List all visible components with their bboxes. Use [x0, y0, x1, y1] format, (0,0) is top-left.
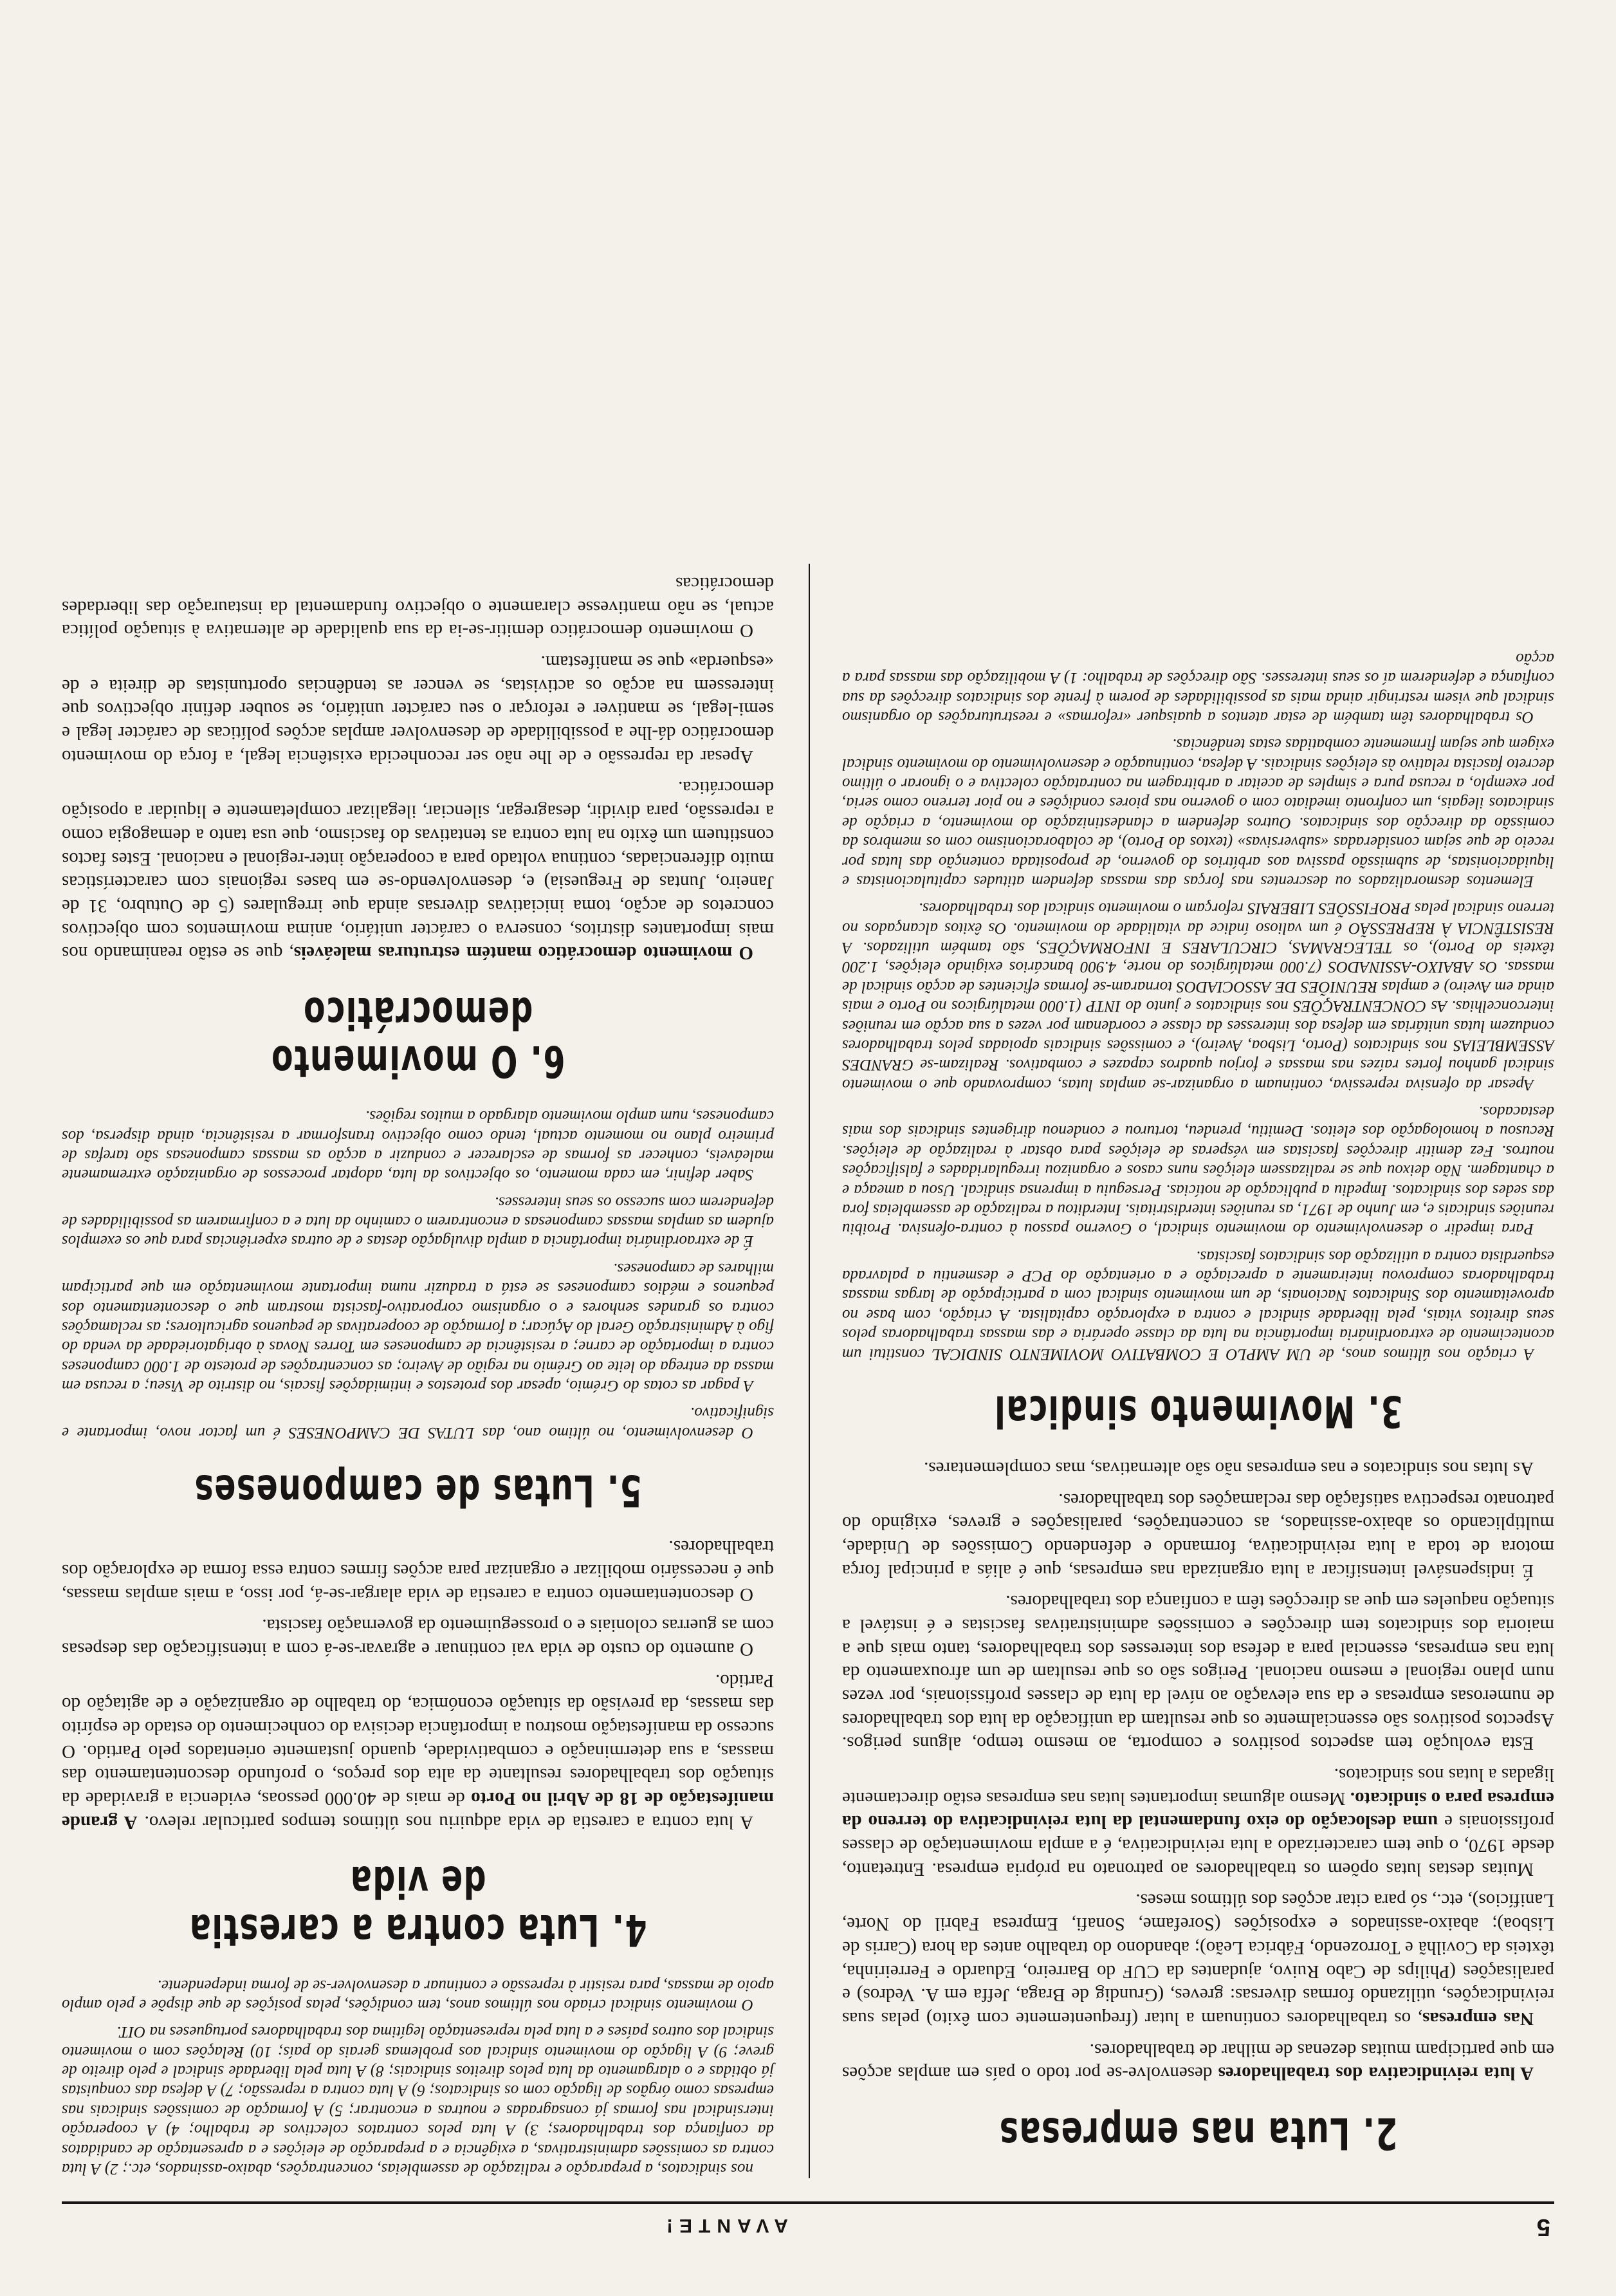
paragraph: Saber definir, em cada momento, os objectivos da luta, adoptar processos de organização extremamente maleáveis, conhecer as formas de esclarecer e conduzir a acção as massas camponesas são tarefas de primeiro plano no momento actual, tendo como objectivo transformar a resistência, ainda dispersa, dos camponeses, num amplo movimento alargado a muitos regiões.: [62, 1107, 774, 1184]
page-number: 5: [1536, 2214, 1550, 2241]
paragraph: Esta evolução tem aspectos positivos e comporta, ao mesmo tempo, alguns perigos. Aspectos positivos são essencialmente os que resultam da unificação da luta dos trabalhadores de numerosas empresas e da sua elevação ao nível da luta de classes profissionais, por vezes num plano regional e mesmo nacional. Perigos são os que resultam de um afrouxamento da luta nas empresas, essencial para a defesa dos interesses dos trabalhadores, tanto mais que a maioria dos sindicatos tem direcções e comissões administrativas fascistas e é instável a situação naqueles em que as direcções têm a confiança dos trabalhadores.: [842, 1591, 1554, 1754]
column-left: [809, 564, 1554, 2178]
section-luta-nas-empresas: [842, 1456, 1554, 2156]
paragraph: Apesar da ofensiva repressiva, continuam a organizar-se amplas lutas, comprovando que o movimento sindical ganhou fortes raízes nas massas e forjou quadros capazes e combativos. Realizam-se GRANDES ASSEMBLEIAS nos sindicatos (Porto, Lisboa, Aveiro), e comissões sindicais apoiadas pelos trabalhadores conduzem lutas unitárias em defesa dos interesses da classe e coordenam por vezes a sua acção em reuniões interconcelhias. As CONCENTRAÇÕES nos sindicatos e junto do INTP (1.000 metalúrgicos no Porto e mais ainda em Aveiro) e amplas REUNIÕES DE ASSOCIADOS tornaram-se formas eficientes de acção sindical de massas. Os ABAIXO-ASSINADOS (7.000 metalúrgicos do norte, 4.900 bancários exigindo eleições, 1.200 têxteis do Porto), os TELEGRAMAS, CIRCULARES E INFORMAÇÕES, são também utilizados. A RESISTÊNCIA À REPRESSÃO é um valioso índice da vitalidade do movimento. Os êxitos alcançados no terreno sindical pelas PROFISSÕES LIBERAIS reforçam o movimento sindical dos trabalhadores.: [842, 900, 1554, 1093]
paragraph: nos sindicatos, a preparação e realização de assembleias, concentrações, abaixo-assinados, etc.; 2) A luta contra as comissões administrativas, a exigência e a preparação de eleições e a apresentação de candidatos da confiança dos trabalhadores; 3) A luta pelos contratos colectivos de trabalho; 4) A cooperação intersindical nas formas já consagradas e noutras a encontrar; 5) A formação de comissões sindicais nas empresas como órgãos de ligação com os sindicatos; 6) A luta contra a repressão; 7) A defesa das conquistas já obtidas e o alargamento da luta pelos direitos sindicais; 8) A luta pela liberdade sindical e pelo direito de greve; 9) A ligação do movimento sindical aos problemas gerais do país; 10) Relações com o movimento sindical dos outros países e a luta pela representação legítima dos trabalhadores portugueses na OIT.: [62, 2023, 774, 2178]
section-lutas-de-camponeses: [62, 1106, 774, 1514]
paragraph: Apesar da repressão e de lhe não ser reconhecida existência legal, a força do movimento democrático dá-lhe a possibilidade de desenvolver amplas acções políticas de carácter legal e semi-legal, se mantiver e reforçar o seu carácter unitário, se souber definir objectivos que interessem na acção os activistas, se vencer as tendências oportunistas de direita e de «esquerda» que se manifestam.: [62, 652, 774, 767]
paragraph: O movimento democrático mantém estruturas maleáveis, que se estão reanimando nos mais importantes distritos, conserva o carácter unitário, anima movimentos com objectivos concretos de acção, toma iniciativas diversas ainda que irregulares (5 de Outubro, 31 de Janeiro, Juntas de Freguesia) e, desenvolvendo-se em bases regionais com características muito diferenciadas, continua voltado para a cooperação inter-regional e nacional. Estes factos constituem um êxito na luta contra as tentativas do fascismo, que usa tanto a demagogia como a repressão, para dividir, desagregar, silenciar, ilegalizar completamente e liquidar a oposição democrática.: [62, 777, 774, 964]
paragraph: O descontentamento contra a carestia de vida alargar-se-á, por isso, a mais amplas massas, que é necessário mobilizar e organizar para acções firmes contra essa forma de exploração dos trabalhadores.: [62, 1537, 774, 1605]
paragraph: O desenvolvimento, no último ano, das LUTAS DE CAMPONESES é um factor novo, importante e significativo.: [62, 1404, 774, 1441]
section-title: 6. O movimento democrático: [270, 987, 565, 1086]
paragraph: É indispensável intensificar a luta organizada nas empresas, que é aliás a principal força motora de toda a luta reivindicativa, formando e defendendo Comissões de Unidade, multiplicando os abaixo-assinados, as concentrações, paralisações e greves, exigindo do patronato respectiva satisfação das reclamações dos trabalhadores.: [842, 1489, 1554, 1581]
section-title: 4. Luta contra a carestia de vida: [188, 1856, 647, 1956]
paragraph: Nas empresas, os trabalhadores continuam a lutar (frequentemente com êxito) pelas suas reivindicações, utilizando formas diversas: greves, (Grundig de Braga, Jeffa em A. Vedros) e paralisações (Philips de Cabo Ruivo, ajudantes da CUF do Barreiro, Eduardo e Ferreirinha, têxteis da Covilhã e Torrozendo, Fábrica Leão); abandono do trabalho antes da hora (Carris de Lisboa); abaixo-assinados e exposições (Sorefame, Sonafi, Empresa Fabril do Norte, Lanifícios), etc., só para citar acções dos últimos meses.: [842, 1890, 1554, 2029]
bold-lead: O movimento democrático mantém estruturas maleáveis: [293, 943, 753, 964]
paragraph: O movimento democrático demitir-se-ia da sua qualidade de alternativa à situação política actual, se não mantivesse claramente o objectivo fundamental da instauração das liberdades democráticas: [62, 573, 774, 642]
paragraph: A luta contra a carestia de vida adquiriu nos últimos tempos particular relevo. A grande manifestação de 18 de Abril no Porto de mais de 40.000 pessoas, evidencia a gravidade da situação dos trabalhadores resultante da alta dos preços, o profundo descontentamento das massas, a sua determinação e combatividade, quando justamente orientados pelo Partido. O sucesso da manifestação mostrou a importância decisiva do conhecimento do estado de espírito das massas, da previsão da situação económica, do trabalho de organização e de agitação do Partido.: [62, 1670, 774, 1833]
paragraph: Os trabalhadores têm também de estar atentos a quaisquer «reformas» e reestruturações do organismo sindical que visem restringir ainda mais as possibilidades de porem à frente dos sindicatos direcções da sua confiança e defenderem aí os seus interesses. São direcções de trabalho: 1) A mobilização das massas para a acção: [842, 649, 1554, 726]
bold-phrase: uma deslocação do eixo fundamental da luta reivindicativa do terreno da empresa para o sindicato.: [842, 1788, 1554, 1833]
paragraph: A luta reivindicativa dos trabalhadores desenvolve-se por todo o país em amplas acções em que participam muitas dezenas de milhar de trabalhadores.: [842, 2039, 1554, 2084]
bold-phrase: A grande manifestação de 18 de Abril no Porto: [62, 1788, 774, 1833]
paragraph: A pagar as cotas do Grémio, apesar dos protestos e intimidações fiscais, no distrito de Viseu; a recusa em massa da entrega do leite ao Grémio na região de Aveiro; as concentrações de protesto de 1.000 camponeses contra a importação de carne; a resistência de camponeses em Torres Novas à obrigatoriedade da venda do figo à Administração Geral do Açúcar; a formação de cooperativas de pequenos agricultores; as reclamações contra os grandes senhores e o organismo corporativo-fascista mostram que o descontentamento dos pequenos e médios camponeses se está a traduzir numa importante movimentação em que participam milhares de camponeses.: [62, 1259, 774, 1395]
masthead: AVANTE!: [659, 2215, 788, 2236]
section-title: 2. Luta nas empresas: [998, 2107, 1398, 2158]
bold-lead: Nas empresas: [1422, 2008, 1534, 2029]
section-movimento-democratico: [62, 571, 774, 1084]
section-carestia-de-vida: [62, 1535, 774, 1954]
paragraph: O aumento do custo de vida vai continuar e agravar-se-á com a intensificação das despesas com as guerras coloniais e o prosseguimento da governação fascista.: [62, 1615, 774, 1660]
paragraph: O movimento sindical criado nos últimos anos, tem condições, pelas posições de que dispõe e pelo amplo apoio de massas, para resistir à repressão e continuar a desenvolver-se de forma independente.: [62, 1976, 774, 2014]
paragraph: Para impedir o desenvolvimento do movimento sindical, o Governo passou à contra-ofensiva. Proibiu reuniões sindicais e, em Junho de 1971, as reuniões interdistritais. Interditou a realização de assembleias fora das sedes dos sindicatos. Impediu a publicação de notícias. Perseguiu a imprensa sindical. Usou a ameaça e a chantagem. Não deixou que se realizassem eleições nuns casos e organizou irregularidades e falsificações noutros. Fez demitir direcções fascistas em vésperas de eleições para obstar à realização de eleições. Recusou a homologação dos eleitos. Demitiu, prendeu, torturou e condenou dirigentes sindicais dos mais destacados.: [842, 1103, 1554, 1238]
page-header: [62, 2201, 1554, 2241]
section-movimento-sindical: [842, 648, 1554, 1437]
section-title: 5. Lutas de camponeses: [194, 1464, 642, 1515]
column-right: [62, 564, 774, 2178]
paragraph: Elementos desmoralizados ou descrentes nas forças das massas defendem atitudes capitulacionistas e liquidacionistas, de submissão passiva aos arbítrios do governo, de propositada contenção das lutas por receio de que sejam consideradas «subversivas» (textos do Porto), de colaboracionismo com os membros da comissão da direcção dos sindicatos. Outros defendem a clandestinização do movimento, a criação de sindicatos ilegais, um confronto imediato com o governo nas piores condições e no pior terreno como seria, por exemplo, a recusa pura e simples de aceitar a arbitragem na contratação colectiva e o ignorar o último decreto fascista relativo às eleições sindicais. A defesa, continuação e desenvolvimento do movimento sindical exigem que sejam firmemente combatidas estas tendências.: [842, 736, 1554, 890]
paragraph: Muitas destas lutas opõem os trabalhadores ao patronato na própria empresa. Entretanto, desde 1970, o que tem caracterizado a luta reivindicativa, é a ampla movimentação de classes profissionais e uma deslocação do eixo fundamental da luta reivindicativa do terreno da empresa para o sindicato. Mesmo algumas importantes lutas nas empresas estão directamente ligadas a lutas nos sindicatos.: [842, 1764, 1554, 1880]
paragraph: A criação nos últimos anos, de UM AMPLO E COMBATIVO MOVIMENTO SINDICAL constitui um acontecimento de extraordinária importância na luta da classe operária e das massas trabalhadoras pelos seus direitos vitais, pela liberdade sindical e contra a exploração capitalista. A criação, com base no aproveitamento dos Sindicatos Nacionais, de um movimento sindical com a participação de largas massas trabalhadoras comprovou inteiramente a apreciação e a orientação do PCP e desmentiu a palavrada esquerdista contra a utilização dos sindicatos fascistas.: [842, 1247, 1554, 1363]
section-title: 3. Movimento sindical: [993, 1385, 1403, 1437]
bold-lead: A luta reivindicativa dos trabalhadores: [1218, 2063, 1534, 2084]
paragraph: É de extraordinária importância a ampla divulgação destas e de outras experiências para que os exemplos ajudem as amplas massas camponesas a encontrarem o caminho da luta e a confirmarem as possibilidades de defenderem com sucesso os seus interesses.: [62, 1193, 774, 1250]
paragraph: As lutas nos sindicatos e nas empresas não são alternativas, mas complementares.: [924, 1458, 1534, 1479]
